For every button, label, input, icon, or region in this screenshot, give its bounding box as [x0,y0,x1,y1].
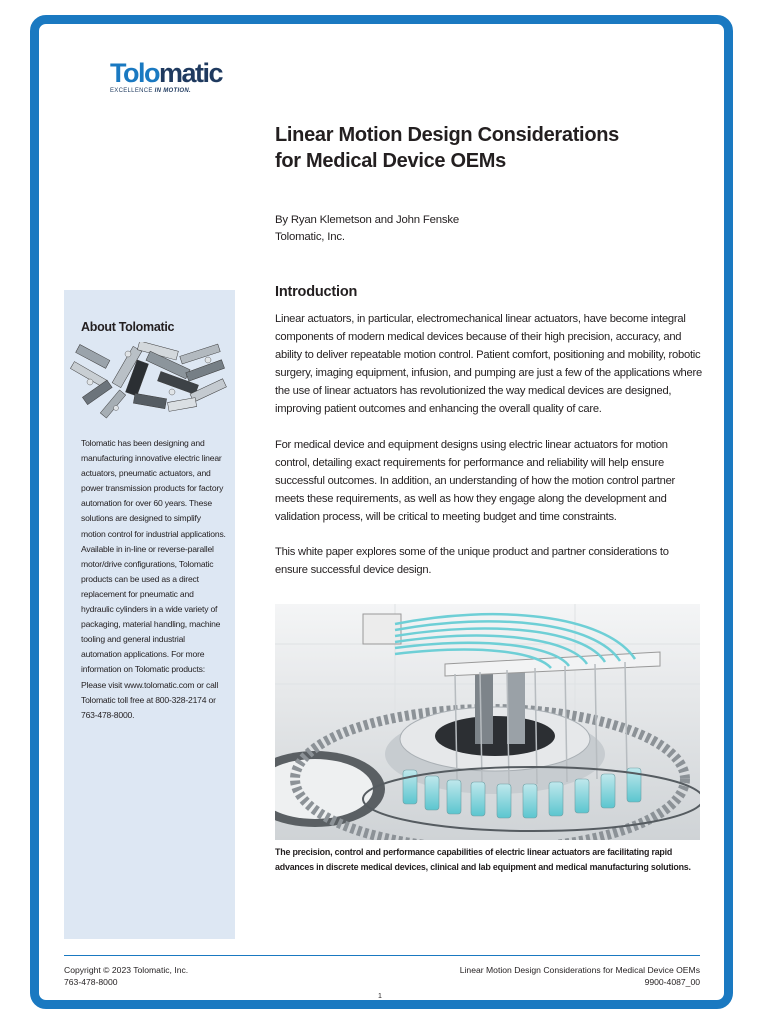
footer-doc-title: Linear Motion Design Considerations for Medical Device OEMs [459,965,700,975]
title-line-1: Linear Motion Design Considerations [275,124,619,146]
title-line-2: for Medical Device OEMs [275,150,506,172]
about-sidebar [64,290,235,939]
authors [275,212,695,246]
footer-doc-number: 9900-4087_00 [644,977,700,987]
image-caption: The precision, control and performance capabilities of electric linear actuators are facilitating rapid advances in discrete medical devices, clinical and lab equipment and medical manufacturing solutions. [275,847,691,872]
authors-company: Tolomatic, Inc. [275,231,345,243]
page-number: 1 [378,993,382,1000]
footer-divider [64,955,700,956]
logo-wordmark [110,60,250,87]
intro-paragraph-3: This white paper explores some of the unique product and partner considerations to ensure successful device design. [275,546,669,577]
logo-tagline [110,88,250,94]
sidebar-body: Tolomatic has been designing and manufacturing innovative electric linear actuators, pneumatic actuators, and power transmission products for factory automation for over 60 years. These solutions are designed to simplify motion control for industrial applications. Available in in-line or reverse-parallel motor/drive configurations, Tolomatic products can be used as a direct replacement for pneumatic and hydraulic cylinders in a wide variety of packaging, material handling, machine tooling and general industrial automation applications. For more information on Tolomatic products: Please visit www.tolomatic.com or call Tolomatic toll free at 800-328-2174 or 763-478-8000. [81,438,226,720]
section-heading-introduction: Introduction [275,284,358,300]
intro-paragraph-1: Linear actuators, in particular, electromechanical linear actuators, have become integral components of modern medical devices because of their high precision, accuracy, and ability to deliver repeatable motion control. Patient comfort, positioning and mobility, robotic surgery, imaging equipment, infusion, and pumping are just a few of the applications where the use of linear actuators has revolutionized the way medical devices are designed, improving patient outcomes and enhancing the overall quality of care. [275,313,702,416]
footer-left [64,964,188,988]
logo-tagline-part1: EXCELLENCE [110,88,153,94]
document-title [275,122,695,174]
sidebar-heading: About Tolomatic [81,320,175,334]
actuator-products-image [68,342,231,420]
logo-wordmark-part2: matic [158,58,223,88]
logo-tagline-part2: IN MOTION. [154,88,191,94]
footer-right [460,964,700,988]
intro-paragraph-2: For medical device and equipment designs using electric linear actuators for motion control, detailing exact requirements for performance and reliability will help ensure successful outcomes. In addition, an understanding of how the motion control partner meets these requirements, as well as how they engage along the development and validation process, will be critical to meeting budget and time constraints. [275,439,676,524]
medical-lab-equipment-image [275,604,700,840]
tolomatic-logo [110,60,250,94]
footer-phone: 763-478-8000 [64,977,118,987]
authors-names: By Ryan Klemetson and John Fenske [275,214,459,226]
footer-copyright: Copyright © 2023 Tolomatic, Inc. [64,965,189,975]
logo-wordmark-part1: Tolo [110,58,159,88]
